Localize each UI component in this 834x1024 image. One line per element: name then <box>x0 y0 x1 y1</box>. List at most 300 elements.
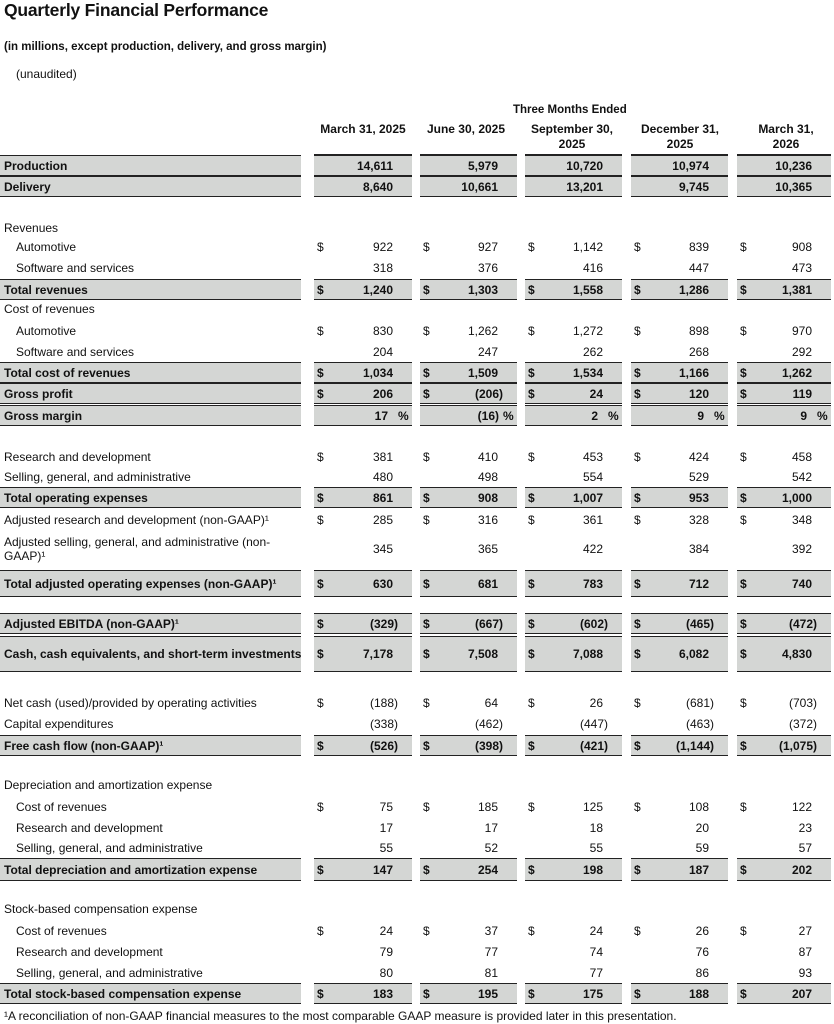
table-cell: 473 <box>791 260 812 275</box>
table-row <box>0 920 834 941</box>
dollar-sign: $ <box>740 616 747 631</box>
row-label: Free cash flow (non-GAAP)¹ <box>4 738 164 753</box>
row-label: Selling, general, and administrative <box>4 469 191 484</box>
table-cell: 9 <box>697 408 704 423</box>
row-label: Stock-based compensation expense <box>4 901 198 916</box>
table-row <box>0 962 834 983</box>
table-cell: 953 <box>688 490 709 505</box>
dollar-sign: $ <box>423 923 430 938</box>
table-row <box>0 858 834 881</box>
table-cell: 183 <box>372 986 393 1001</box>
dollar-sign: $ <box>528 986 535 1001</box>
table-cell: 20 <box>695 820 709 835</box>
table-cell: 23 <box>798 820 812 835</box>
dollar-sign: $ <box>423 490 430 505</box>
dollar-sign: $ <box>528 576 535 591</box>
table-cell: 6,082 <box>678 647 709 661</box>
dollar-sign: $ <box>423 799 430 814</box>
row-label: Software and services <box>16 344 135 359</box>
table-cell: 17 <box>484 820 498 835</box>
dollar-sign: $ <box>634 986 641 1001</box>
row-label: Software and services <box>16 260 135 275</box>
row-label: Delivery <box>4 179 51 194</box>
table-cell: (465) <box>685 616 714 631</box>
table-cell: 2 <box>591 408 598 423</box>
dollar-sign: $ <box>317 923 324 938</box>
dollar-sign: $ <box>423 386 430 401</box>
dollar-sign: $ <box>740 799 747 814</box>
table-cell: 376 <box>477 260 498 275</box>
row-label: Research and development <box>16 944 163 959</box>
table-cell: 1,166 <box>678 365 709 380</box>
dollar-sign: $ <box>317 862 324 877</box>
dollar-sign: $ <box>423 616 430 631</box>
table-cell: 10,236 <box>775 158 812 173</box>
dollar-sign: $ <box>528 386 535 401</box>
dollar-sign: $ <box>740 986 747 1001</box>
table-cell: 416 <box>582 260 603 275</box>
table-cell: 202 <box>791 862 812 877</box>
dollar-sign: $ <box>317 490 324 505</box>
table-cell: 328 <box>688 512 709 527</box>
table-cell: 392 <box>791 542 812 556</box>
table-row <box>0 446 834 467</box>
dollar-sign: $ <box>423 647 430 661</box>
dollar-sign: $ <box>634 695 641 710</box>
dollar-sign: $ <box>317 799 324 814</box>
dollar-sign: $ <box>423 576 430 591</box>
dollar-sign: $ <box>423 365 430 380</box>
dollar-sign: $ <box>740 239 747 254</box>
dollar-sign: $ <box>528 799 535 814</box>
dollar-sign: $ <box>423 449 430 464</box>
dollar-sign: $ <box>528 282 535 297</box>
table-cell: 24 <box>589 386 603 401</box>
table-cell: 861 <box>372 490 393 505</box>
row-label: Adjusted selling, general, and administrative (non-GAAP)¹ <box>4 535 271 563</box>
dollar-sign: $ <box>423 695 430 710</box>
table-cell: 204 <box>372 344 393 359</box>
dollar-sign: $ <box>317 239 324 254</box>
row-label: Selling, general, and administrative <box>16 965 203 980</box>
table-cell: 1,381 <box>781 282 812 297</box>
table-cell: 108 <box>688 799 709 814</box>
table-cell: 1,034 <box>362 365 393 380</box>
table-cell: 292 <box>791 344 812 359</box>
table-cell: 927 <box>477 239 498 254</box>
dollar-sign: $ <box>528 862 535 877</box>
row-label: Cost of revenues <box>16 799 107 814</box>
table-cell: 206 <box>372 386 393 401</box>
table-cell: 198 <box>582 862 603 877</box>
dollar-sign: $ <box>317 738 324 753</box>
period-header: Three Months Ended <box>513 104 627 116</box>
table-cell: (16) <box>477 408 499 423</box>
table-cell: 424 <box>688 449 709 464</box>
dollar-sign: $ <box>528 512 535 527</box>
dollar-sign: $ <box>634 449 641 464</box>
table-cell: 1,286 <box>678 282 709 297</box>
table-cell: 93 <box>798 965 812 980</box>
table-cell: 57 <box>798 840 812 855</box>
table-cell: (703) <box>788 695 817 710</box>
table-cell: 381 <box>372 449 393 464</box>
row-label: Adjusted research and development (non-GAAP)¹ <box>4 512 269 527</box>
percent-sign: % <box>398 408 409 423</box>
column-header: December 31, 2025 <box>640 122 720 151</box>
footnote: ¹A reconciliation of non-GAAP financial measures to the most comparable GAAP measure is provided later in this presentation. <box>4 1009 677 1023</box>
dollar-sign: $ <box>740 323 747 338</box>
dollar-sign: $ <box>528 239 535 254</box>
dollar-sign: $ <box>634 282 641 297</box>
row-label: Gross profit <box>4 386 73 401</box>
row-label: Selling, general, and administrative <box>16 840 203 855</box>
row-label: Total adjusted operating expenses (non-GAAP)¹ <box>4 576 277 591</box>
table-cell: 554 <box>582 469 603 484</box>
dollar-sign: $ <box>634 616 641 631</box>
table-row <box>0 983 834 1004</box>
column-header: March 31, 2025 <box>320 122 406 136</box>
table-row <box>0 636 834 672</box>
table-cell: 1,007 <box>572 490 603 505</box>
dollar-sign: $ <box>317 323 324 338</box>
dollar-sign: $ <box>528 449 535 464</box>
table-cell: 1,240 <box>362 282 393 297</box>
table-cell: 185 <box>477 799 498 814</box>
table-row <box>0 279 834 300</box>
row-label: Total operating expenses <box>4 490 148 505</box>
table-cell: 1,000 <box>781 490 812 505</box>
dollar-sign: $ <box>317 576 324 591</box>
table-cell: 64 <box>484 695 498 710</box>
table-cell: 24 <box>379 923 393 938</box>
table-row <box>0 219 834 236</box>
row-label: Cost of revenues <box>16 923 107 938</box>
table-cell: 285 <box>372 512 393 527</box>
table-cell: 529 <box>688 469 709 484</box>
table-cell: 5,979 <box>467 158 498 173</box>
table-cell: 262 <box>582 344 603 359</box>
table-cell: 18 <box>589 820 603 835</box>
table-cell: 80 <box>379 965 393 980</box>
table-cell: 195 <box>477 986 498 1001</box>
table-cell: 86 <box>695 965 709 980</box>
table-cell: 75 <box>379 799 393 814</box>
table-row <box>0 341 834 362</box>
table-cell: 26 <box>589 695 603 710</box>
table-row <box>0 900 834 917</box>
dollar-sign: $ <box>740 923 747 938</box>
table-cell: 447 <box>688 260 709 275</box>
table-cell: 175 <box>582 986 603 1001</box>
row-label: Revenues <box>4 220 59 235</box>
table-cell: 8,640 <box>362 179 393 194</box>
table-row <box>0 735 834 756</box>
table-row <box>0 405 834 426</box>
table-cell: 122 <box>791 799 812 814</box>
row-label: Research and development <box>4 449 151 464</box>
table-cell: 630 <box>372 576 393 591</box>
table-row <box>0 176 834 197</box>
dollar-sign: $ <box>317 647 324 661</box>
table-cell: (421) <box>579 738 608 753</box>
dollar-sign: $ <box>423 738 430 753</box>
dollar-sign: $ <box>528 647 535 661</box>
table-row <box>0 362 834 383</box>
table-cell: 77 <box>484 944 498 959</box>
table-cell: (1,144) <box>675 738 714 753</box>
dollar-sign: $ <box>634 386 641 401</box>
dollar-sign: $ <box>740 512 747 527</box>
row-label: Automotive <box>16 239 77 254</box>
table-cell: 10,661 <box>461 179 498 194</box>
dollar-sign: $ <box>634 576 641 591</box>
table-cell: 542 <box>791 469 812 484</box>
table-cell: 830 <box>372 323 393 338</box>
table-cell: 147 <box>372 862 393 877</box>
units-subtitle: (in millions, except production, delivery, and gross margin) <box>4 41 327 53</box>
table-cell: 480 <box>372 469 393 484</box>
dollar-sign: $ <box>317 282 324 297</box>
dollar-sign: $ <box>317 695 324 710</box>
table-cell: 37 <box>484 923 498 938</box>
table-cell: 783 <box>582 576 603 591</box>
dollar-sign: $ <box>317 986 324 1001</box>
table-cell: 7,508 <box>467 647 498 661</box>
table-cell: 318 <box>372 260 393 275</box>
table-cell: (462) <box>474 716 503 731</box>
dollar-sign: $ <box>528 490 535 505</box>
table-cell: 970 <box>791 323 812 338</box>
table-row <box>0 487 834 508</box>
row-label: Production <box>4 158 68 173</box>
table-cell: 908 <box>791 239 812 254</box>
table-cell: 9,745 <box>678 179 709 194</box>
table-cell: 348 <box>791 512 812 527</box>
row-label: Net cash (used)/provided by operating activities <box>4 695 257 710</box>
dollar-sign: $ <box>740 862 747 877</box>
column-header: March 31, 2026 <box>758 122 814 151</box>
table-row <box>0 817 834 838</box>
dollar-sign: $ <box>634 239 641 254</box>
dollar-sign: $ <box>740 365 747 380</box>
table-cell: (681) <box>685 695 714 710</box>
dollar-sign: $ <box>634 799 641 814</box>
row-label: Cash, cash equivalents, and short-term investments <box>4 647 302 661</box>
table-cell: 361 <box>582 512 603 527</box>
table-cell: 55 <box>589 840 603 855</box>
dollar-sign: $ <box>317 386 324 401</box>
table-cell: 120 <box>688 386 709 401</box>
table-cell: 10,974 <box>672 158 709 173</box>
table-cell: 77 <box>589 965 603 980</box>
table-row <box>0 509 834 530</box>
table-row <box>0 300 834 317</box>
table-cell: (447) <box>579 716 608 731</box>
table-row <box>0 466 834 487</box>
table-cell: 119 <box>792 386 812 401</box>
dollar-sign: $ <box>528 616 535 631</box>
dollar-sign: $ <box>634 365 641 380</box>
table-cell: 365 <box>477 542 498 556</box>
row-label: Adjusted EBITDA (non-GAAP)¹ <box>4 616 179 631</box>
table-cell: (338) <box>369 716 398 731</box>
table-cell: (602) <box>579 616 608 631</box>
table-cell: 254 <box>477 862 498 877</box>
table-cell: (188) <box>369 695 398 710</box>
row-label: Research and development <box>16 820 163 835</box>
table-cell: (472) <box>788 616 817 631</box>
table-cell: 10,365 <box>775 179 812 194</box>
table-cell: 1,534 <box>572 365 603 380</box>
row-label: Cost of revenues <box>4 301 95 316</box>
table-row <box>0 613 834 634</box>
table-cell: 13,201 <box>566 179 603 194</box>
table-cell: 7,178 <box>362 647 393 661</box>
table-cell: 55 <box>379 840 393 855</box>
unaudited-note: (unaudited) <box>16 67 77 81</box>
row-label: Capital expenditures <box>4 716 114 731</box>
table-row <box>0 776 834 793</box>
table-row <box>0 941 834 962</box>
table-cell: 384 <box>688 542 709 556</box>
dollar-sign: $ <box>634 512 641 527</box>
row-label: Automotive <box>16 323 77 338</box>
table-cell: 7,088 <box>572 647 603 661</box>
table-cell: (667) <box>474 616 503 631</box>
percent-sign: % <box>817 408 828 423</box>
dollar-sign: $ <box>423 986 430 1001</box>
dollar-sign: $ <box>423 282 430 297</box>
table-cell: 247 <box>477 344 498 359</box>
table-row <box>0 236 834 257</box>
table-cell: 922 <box>372 239 393 254</box>
dollar-sign: $ <box>740 647 747 661</box>
table-cell: 188 <box>688 986 709 1001</box>
row-label: Total stock-based compensation expense <box>4 986 242 1001</box>
table-cell: (206) <box>474 386 503 401</box>
table-row <box>0 257 834 278</box>
table-cell: 1,262 <box>467 323 498 338</box>
dollar-sign: $ <box>740 282 747 297</box>
table-row <box>0 383 834 404</box>
table-cell: 740 <box>791 576 812 591</box>
table-cell: 908 <box>477 490 498 505</box>
table-cell: 24 <box>589 923 603 938</box>
table-cell: 345 <box>372 542 393 556</box>
table-row <box>0 320 834 341</box>
table-cell: 14,611 <box>356 158 393 173</box>
table-cell: (372) <box>788 716 817 731</box>
table-row <box>0 570 834 597</box>
dollar-sign: $ <box>634 647 641 661</box>
table-row <box>0 692 834 713</box>
table-cell: 1,558 <box>572 282 603 297</box>
table-cell: (526) <box>369 738 398 753</box>
table-cell: 81 <box>484 965 498 980</box>
table-row <box>0 155 834 176</box>
dollar-sign: $ <box>317 365 324 380</box>
row-label: Depreciation and amortization expense <box>4 777 213 792</box>
table-cell: 1,509 <box>467 365 498 380</box>
table-row <box>0 837 834 858</box>
dollar-sign: $ <box>528 365 535 380</box>
table-cell: 681 <box>477 576 498 591</box>
percent-sign: % <box>608 408 619 423</box>
table-cell: (1,075) <box>778 738 817 753</box>
table-cell: 10,720 <box>566 158 603 173</box>
table-cell: 410 <box>477 449 498 464</box>
dollar-sign: $ <box>423 239 430 254</box>
dollar-sign: $ <box>634 923 641 938</box>
dollar-sign: $ <box>740 386 747 401</box>
percent-sign: % <box>714 408 725 423</box>
table-cell: 1,262 <box>781 365 812 380</box>
table-cell: 1,303 <box>467 282 498 297</box>
dollar-sign: $ <box>740 695 747 710</box>
dollar-sign: $ <box>634 490 641 505</box>
page-title: Quarterly Financial Performance <box>4 0 269 20</box>
dollar-sign: $ <box>423 323 430 338</box>
table-cell: 839 <box>688 239 709 254</box>
table-cell: 125 <box>582 799 603 814</box>
dollar-sign: $ <box>423 512 430 527</box>
table-cell: 1,142 <box>572 239 603 254</box>
row-label: Gross margin <box>4 408 83 423</box>
dollar-sign: $ <box>740 490 747 505</box>
table-cell: 712 <box>688 576 709 591</box>
table-cell: 59 <box>695 840 709 855</box>
dollar-sign: $ <box>528 923 535 938</box>
column-header: September 30, 2025 <box>530 122 614 151</box>
table-cell: 268 <box>688 344 709 359</box>
table-row <box>0 796 834 817</box>
dollar-sign: $ <box>423 862 430 877</box>
table-row <box>0 713 834 734</box>
dollar-sign: $ <box>317 616 324 631</box>
table-cell: 17 <box>374 408 388 423</box>
dollar-sign: $ <box>317 449 324 464</box>
row-label: Total depreciation and amortization expense <box>4 862 258 877</box>
dollar-sign: $ <box>740 738 747 753</box>
table-cell: 1,272 <box>572 323 603 338</box>
table-cell: 74 <box>589 944 603 959</box>
column-header: June 30, 2025 <box>426 122 506 136</box>
table-cell: 898 <box>688 323 709 338</box>
dollar-sign: $ <box>317 512 324 527</box>
table-cell: 27 <box>798 923 812 938</box>
table-cell: (329) <box>369 616 398 631</box>
table-cell: 498 <box>477 469 498 484</box>
table-cell: 52 <box>484 840 498 855</box>
table-cell: 87 <box>798 944 812 959</box>
table-cell: 26 <box>695 923 709 938</box>
table-cell: (398) <box>474 738 503 753</box>
table-cell: 9 <box>800 408 807 423</box>
dollar-sign: $ <box>528 738 535 753</box>
table-cell: 76 <box>695 944 709 959</box>
table-row <box>0 532 834 566</box>
table-cell: 187 <box>688 862 709 877</box>
dollar-sign: $ <box>740 449 747 464</box>
dollar-sign: $ <box>634 738 641 753</box>
table-cell: 4,830 <box>781 647 812 661</box>
table-cell: 422 <box>582 542 603 556</box>
dollar-sign: $ <box>528 695 535 710</box>
row-label: Total cost of revenues <box>4 365 131 380</box>
dollar-sign: $ <box>740 576 747 591</box>
table-cell: 17 <box>379 820 393 835</box>
